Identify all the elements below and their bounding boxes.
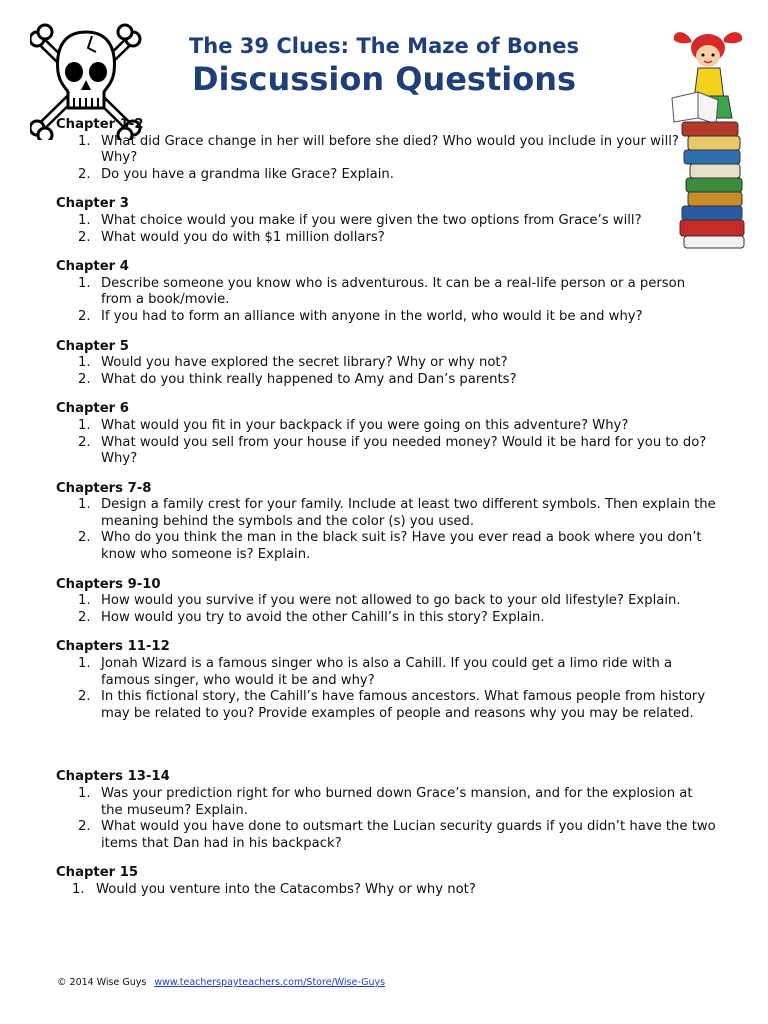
question-number: 2. bbox=[78, 229, 91, 245]
copyright-text: © 2014 Wise Guys bbox=[57, 977, 147, 988]
chapter-heading: Chapter 3 bbox=[56, 196, 129, 212]
question-item bbox=[56, 497, 716, 530]
question-item bbox=[56, 786, 716, 819]
question-item bbox=[56, 882, 716, 899]
chapter-heading: Chapters 11-12 bbox=[56, 639, 170, 655]
question-text: Who do you think the man in the black suit is? Have you ever read a book where you don’t know who someone is? Explain. bbox=[101, 530, 702, 563]
question-number: 1. bbox=[78, 786, 91, 801]
question-text: Do you have a grandma like Grace? Explain. bbox=[101, 166, 394, 182]
chapter-section bbox=[56, 865, 716, 898]
store-link[interactable]: www.teacherspayteachers.com/Store/Wise-Guys bbox=[154, 977, 386, 988]
question-number: 2. bbox=[78, 609, 91, 625]
question-item bbox=[56, 656, 716, 689]
question-text: How would you survive if you were not allowed to go back to your old lifestyle? Explain. bbox=[101, 593, 681, 609]
chapter-section bbox=[56, 481, 716, 564]
question-number: 2. bbox=[78, 166, 91, 182]
question-text: What would you sell from your house if you needed money? Would it be hard for you to do? Why? bbox=[101, 434, 707, 467]
question-number: 2. bbox=[78, 308, 91, 324]
question-number: 2. bbox=[78, 530, 91, 546]
question-text: Would you venture into the Catacombs? Why or why not? bbox=[96, 881, 476, 897]
chapter-heading: Chapter 15 bbox=[56, 865, 139, 881]
question-text: Was your prediction right for who burned down Grace’s mansion, and for the explosion at the museum? Explain. bbox=[101, 786, 693, 818]
question-text: What would you do with $1 million dollars? bbox=[101, 229, 385, 245]
question-text: What would you have done to outsmart the Lucian security guards if you didn’t have the two items that Dan had in his backpack? bbox=[101, 819, 716, 851]
question-text: What would you fit in your backpack if you were going on this adventure? Why? bbox=[101, 417, 629, 433]
question-item bbox=[56, 134, 716, 167]
question-item bbox=[56, 372, 716, 389]
question-number: 1. bbox=[78, 275, 91, 291]
question-text: What did Grace change in her will before she died? Who would you include in your will? Why? bbox=[101, 133, 679, 166]
question-number: 2. bbox=[78, 819, 91, 835]
question-item bbox=[56, 418, 716, 435]
chapter-heading: Chapter 4 bbox=[56, 259, 129, 275]
question-number: 1. bbox=[78, 593, 91, 609]
question-text: If you had to form an alliance with anyone in the world, who would it be and why? bbox=[101, 308, 643, 324]
question-item bbox=[56, 167, 716, 184]
question-number: 1. bbox=[72, 881, 85, 897]
chapter-heading: Chapter 5 bbox=[56, 338, 129, 354]
question-text: Jonah Wizard is a famous singer who is also a Cahill. If you could get a limo ride with a famous singer, who would it be and why? bbox=[101, 656, 673, 688]
footer bbox=[57, 977, 385, 988]
chapter-section bbox=[56, 117, 716, 183]
chapter-heading: Chapters 13-14 bbox=[56, 769, 170, 785]
question-item bbox=[56, 309, 716, 326]
question-item bbox=[56, 276, 716, 309]
chapter-heading: Chapters 9-10 bbox=[56, 576, 161, 592]
chapter-heading: Chapter 1-2 bbox=[56, 117, 144, 132]
chapter-section bbox=[56, 401, 716, 467]
question-number: 1. bbox=[78, 656, 91, 672]
question-item bbox=[56, 819, 716, 852]
chapter-section bbox=[56, 259, 716, 325]
question-item bbox=[56, 213, 716, 230]
chapter-section bbox=[56, 577, 716, 627]
question-text: How would you try to avoid the other Cahill’s in this story? Explain. bbox=[101, 609, 545, 625]
chapter-section bbox=[56, 639, 716, 722]
question-number: 2. bbox=[78, 371, 91, 387]
chapter-section bbox=[56, 339, 716, 389]
question-text: Describe someone you know who is adventurous. It can be a real-life person or a person from a book/movie. bbox=[101, 275, 686, 308]
question-number: 1. bbox=[78, 212, 91, 228]
page-title: The 39 Clues: The Maze of Bones bbox=[188, 34, 580, 58]
question-text: In this fictional story, the Cahill’s have famous ancestors. What famous people from history may be related to you? Provide examples of people and reasons why you may be related. bbox=[101, 689, 706, 721]
question-number: 1. bbox=[78, 133, 91, 149]
chapter-section bbox=[56, 196, 716, 246]
question-number: 1. bbox=[78, 497, 91, 513]
question-text: Design a family crest for your family. Include at least two different symbols. Then explain the meaning behind the symbols and the color (s) you used. bbox=[101, 497, 716, 529]
question-item bbox=[56, 593, 716, 610]
questions-list bbox=[56, 117, 716, 912]
question-number: 2. bbox=[78, 689, 91, 705]
question-text: What do you think really happened to Amy and Dan’s parents? bbox=[101, 371, 517, 387]
chapter-heading: Chapters 7-8 bbox=[56, 480, 152, 496]
page-subtitle: Discussion Questions bbox=[191, 60, 577, 98]
question-item bbox=[56, 530, 716, 563]
chapter-section bbox=[56, 769, 716, 852]
question-item bbox=[56, 689, 716, 722]
question-text: What choice would you make if you were given the two options from Grace’s will? bbox=[101, 212, 642, 228]
question-number: 2. bbox=[78, 434, 91, 450]
question-number: 1. bbox=[78, 355, 91, 371]
chapter-heading: Chapter 6 bbox=[56, 401, 129, 417]
question-number: 1. bbox=[78, 417, 91, 433]
question-item bbox=[56, 435, 716, 468]
question-text: Would you have explored the secret library? Why or why not? bbox=[101, 355, 508, 371]
question-item bbox=[56, 230, 716, 247]
question-item bbox=[56, 355, 716, 372]
question-item bbox=[56, 610, 716, 627]
